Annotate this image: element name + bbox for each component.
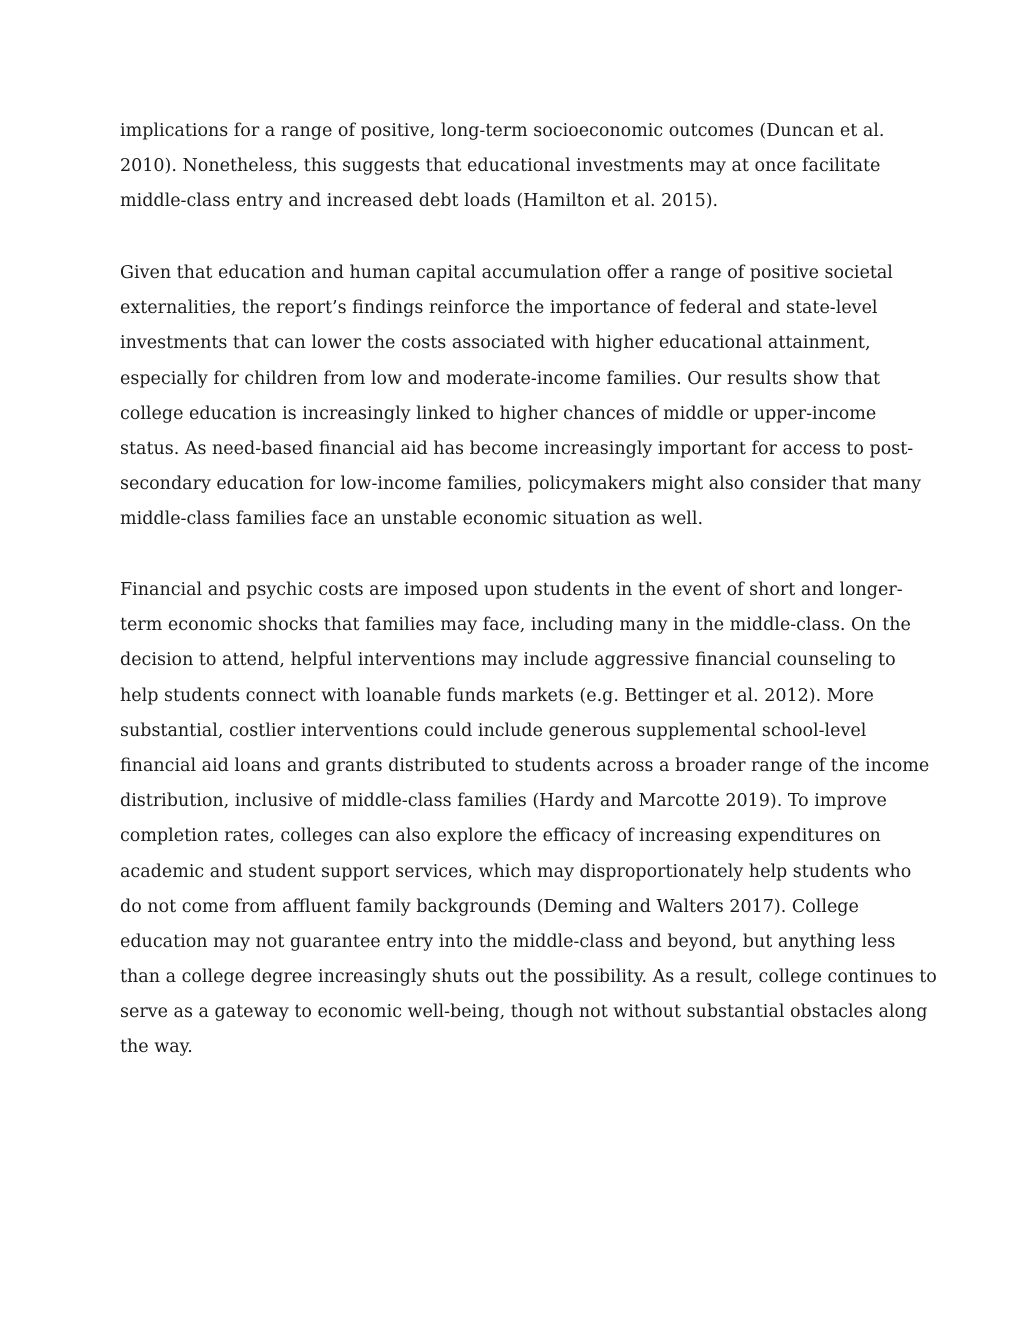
text-line: Given that education and human capital accumulation offer a range of positive societal	[120, 263, 893, 283]
text-line: especially for children from low and moderate-income families. Our results show that	[120, 368, 881, 389]
text-line: substantial, costlier interventions could include generous supplemental school-level	[120, 720, 867, 741]
text-line: secondary education for low-income families, policymakers might also consider that many	[120, 474, 921, 495]
text-line: externalities, the report’s findings reinforce the importance of federal and state-level	[120, 298, 878, 319]
text-line: implications for a range of positive, long-term socioeconomic outcomes (Duncan et al.	[120, 121, 885, 141]
text-line: Financial and psychic costs are imposed upon students in the event of short and longer-	[120, 580, 903, 600]
text-line: the way.	[120, 1037, 193, 1058]
text-line: distribution, inclusive of middle-class families (Hardy and Marcotte 2019). To improve	[120, 791, 887, 812]
paragraph-1	[120, 114, 910, 220]
text-line: than a college degree increasingly shuts out the possibility. As a result, college continues to	[120, 967, 937, 988]
text-line: help students connect with loanable funds markets (e.g. Bettinger et al. 2012). More	[120, 685, 874, 706]
text-line: term economic shocks that families may face, including many in the middle-class. On the	[120, 615, 911, 636]
paragraph-3	[120, 573, 937, 1066]
text-line: 2010). Nonetheless, this suggests that educational investments may at once facilitate	[120, 156, 881, 177]
text-line: academic and student support services, which may disproportionately help students who	[120, 861, 912, 882]
text-line: middle-class families face an unstable economic situation as well.	[120, 509, 704, 530]
text-line: do not come from affluent family backgrounds (Deming and Walters 2017). College	[120, 896, 859, 917]
text-line: decision to attend, helpful interventions may include aggressive financial counseling to	[120, 650, 896, 671]
text-line: college education is increasingly linked to higher chances of middle or upper-income	[120, 403, 877, 424]
paragraph-2	[120, 256, 921, 538]
text-line: middle-class entry and increased debt loads (Hamilton et al. 2015).	[120, 191, 719, 212]
text-line: investments that can lower the costs associated with higher educational attainment,	[120, 333, 871, 354]
text-line: status. As need-based financial aid has become increasingly important for access to post-	[120, 438, 914, 459]
text-line: serve as a gateway to economic well-being, though not without substantial obstacles along	[120, 1002, 928, 1023]
text-line: completion rates, colleges can also explore the efficacy of increasing expenditures on	[120, 826, 881, 847]
text-line: financial aid loans and grants distributed to students across a broader range of the income	[120, 755, 930, 776]
text-line: education may not guarantee entry into the middle-class and beyond, but anything less	[120, 931, 896, 952]
